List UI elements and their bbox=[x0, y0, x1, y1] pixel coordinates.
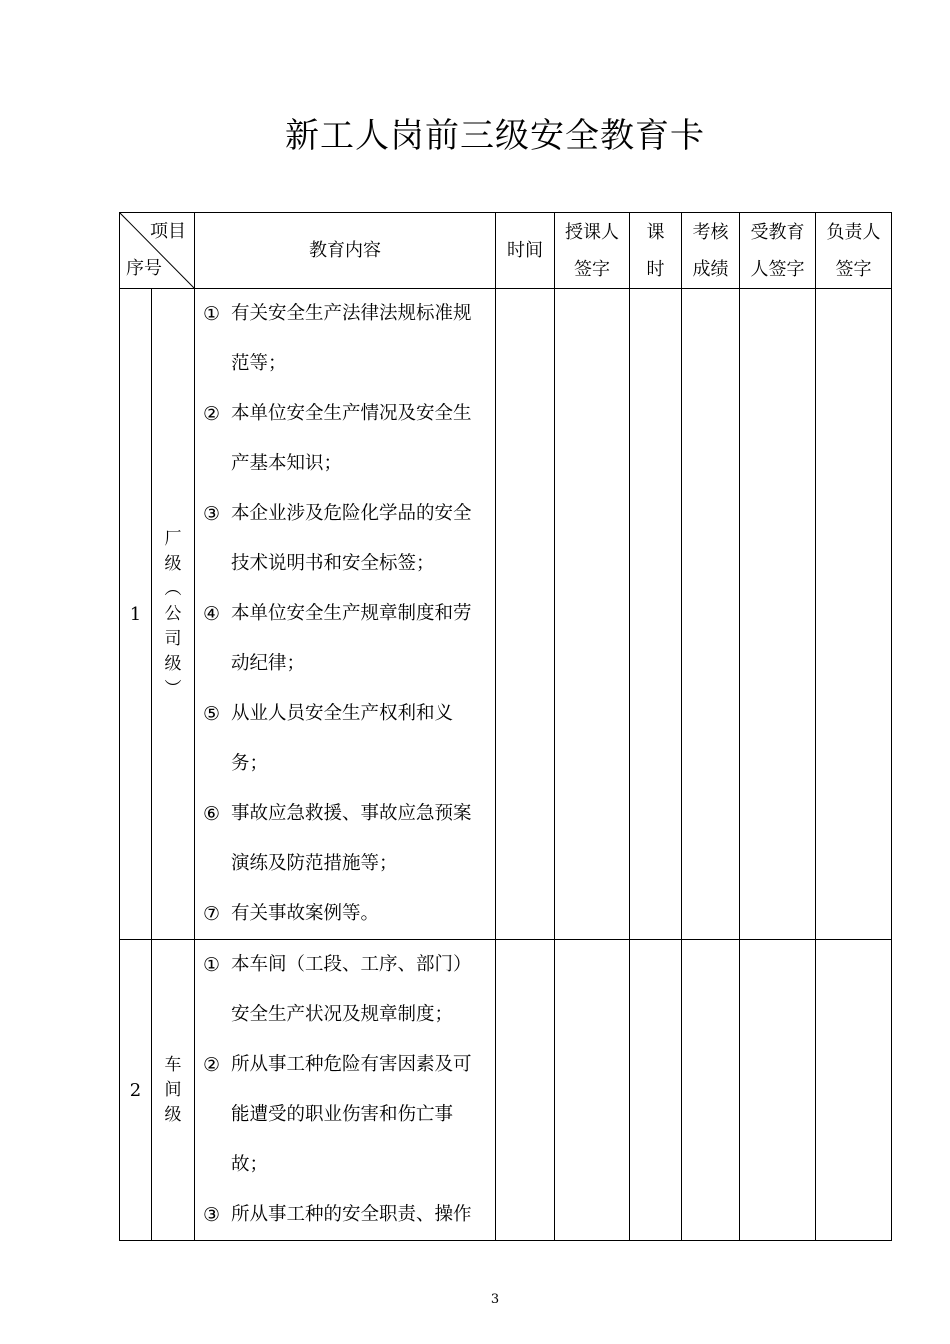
row-level: 车 间 级 bbox=[152, 940, 195, 1241]
row-manager-signature bbox=[816, 289, 892, 940]
row-level: 厂 级 ︵ 公 司 级 ︶ bbox=[152, 289, 195, 940]
list-item: ⑦ 有关事故案例等。 bbox=[203, 903, 380, 925]
row-time bbox=[496, 289, 555, 940]
row-seq: 2 bbox=[120, 940, 152, 1241]
list-item: ② 本单位安全生产情况及安全生 产基本知识； bbox=[203, 403, 472, 474]
row-time bbox=[496, 940, 555, 1241]
list-item: ⑤ 从业人员安全生产权利和义 务； bbox=[203, 703, 454, 774]
header-teacher: 授课人 签字 bbox=[555, 213, 630, 289]
list-item: ① 有关安全生产法律法规标准规 范等； bbox=[203, 303, 472, 374]
list-item: ③ 本企业涉及危险化学品的安全 技术说明书和安全标签； bbox=[203, 503, 472, 574]
row-score bbox=[682, 940, 740, 1241]
row-content bbox=[195, 940, 496, 1241]
row-trainee-signature bbox=[740, 940, 816, 1241]
row-content bbox=[195, 289, 496, 940]
header-row bbox=[120, 213, 892, 289]
row-manager-signature bbox=[816, 940, 892, 1241]
row-teacher-signature bbox=[555, 940, 630, 1241]
header-hours: 课 时 bbox=[630, 213, 682, 289]
header-time: 时间 bbox=[496, 213, 555, 289]
education-card-table bbox=[119, 212, 892, 1241]
list-item: ⑥ 事故应急救援、事故应急预案 演练及防范措施等； bbox=[203, 803, 472, 874]
header-content: 教育内容 bbox=[195, 213, 496, 289]
diagonal-header-cell bbox=[120, 213, 195, 289]
page-number: 3 bbox=[490, 1292, 500, 1307]
list-item: ① 本车间（工段、工序、部门） 安全生产状况及规章制度； bbox=[203, 954, 472, 1025]
row-score bbox=[682, 289, 740, 940]
list-item: ④ 本单位安全生产规章制度和劳 动纪律； bbox=[203, 603, 472, 674]
row-trainee-signature bbox=[740, 289, 816, 940]
row-seq: 1 bbox=[120, 289, 152, 940]
header-item-label: 项目 bbox=[150, 221, 186, 242]
page-title: 新工人岗前三级安全教育卡 bbox=[285, 116, 705, 156]
row-hours bbox=[630, 940, 682, 1241]
header-manager: 负责人 签字 bbox=[816, 213, 892, 289]
table-row bbox=[120, 940, 892, 1241]
row-hours bbox=[630, 289, 682, 940]
list-item: ② 所从事工种危险有害因素及可 能遭受的职业伤害和伤亡事 故； bbox=[203, 1054, 472, 1175]
table-row bbox=[120, 289, 892, 940]
header-seq-label: 序号 bbox=[126, 258, 162, 279]
header-score: 考核 成绩 bbox=[682, 213, 740, 289]
list-item: ③ 所从事工种的安全职责、操作 bbox=[203, 1204, 472, 1226]
row-teacher-signature bbox=[555, 289, 630, 940]
header-trainee: 受教育 人签字 bbox=[740, 213, 816, 289]
